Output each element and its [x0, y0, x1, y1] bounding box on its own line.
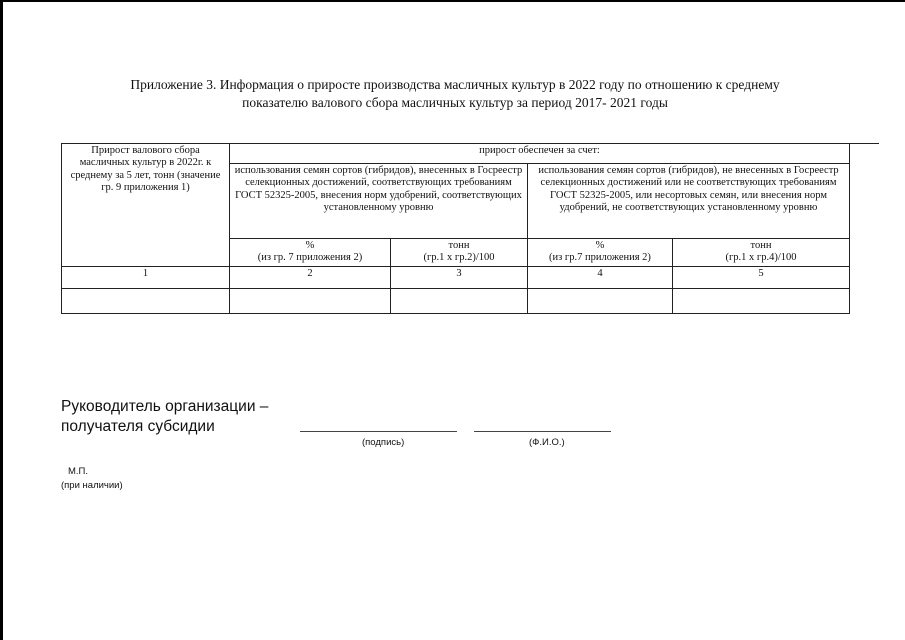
- page-title: [40, 76, 870, 112]
- signature-title-line-2: получателя субсидии: [61, 418, 215, 435]
- title-line-2: показателю валового сбора масличных культур за период 2017- 2021 годы: [242, 95, 668, 110]
- page-top-edge: [0, 0, 905, 2]
- name-caption: (Ф.И.О.): [529, 437, 565, 448]
- header-growth-total: Прирост валового сбора масличных культур в 2022г. к среднему за 5 лет, тонн (значение гр. 9 приложения 1): [62, 144, 230, 267]
- column-number: 4: [528, 267, 673, 289]
- subheader-col-4: [528, 239, 673, 267]
- data-cell-3[interactable]: [391, 289, 528, 314]
- subheader-col-2: [230, 239, 391, 267]
- name-line[interactable]: [474, 431, 611, 432]
- header-growth-source: прирост обеспечен за счет:: [230, 144, 850, 164]
- column-number: 5: [673, 267, 850, 289]
- growth-table: [61, 143, 850, 314]
- subheader-unit: тонн: [750, 240, 772, 251]
- signature-line[interactable]: [300, 431, 457, 432]
- data-row: [62, 289, 850, 314]
- data-cell-1[interactable]: [62, 289, 230, 314]
- data-cell-2[interactable]: [230, 289, 391, 314]
- column-number: 3: [391, 267, 528, 289]
- subheader-formula: (из гр. 7 приложения 2): [257, 252, 363, 264]
- signature-title-line-1: Руководитель организации –: [61, 398, 269, 415]
- subheader-formula: (гр.1 х гр.2)/100: [423, 252, 495, 264]
- stamp-note: (при наличии): [61, 480, 123, 491]
- subheader-formula: (из гр.7 приложения 2): [549, 252, 651, 264]
- header-unregistered-varieties: использования семян сортов (гибридов), не внесенных в Госреестр селекционных достижений или не соответствующих требованиям ГОСТ 52325-2005, или несортовых семян, или внесения норм удобрений, не соответствующих установленному уровню: [528, 164, 850, 239]
- table-edge-stub: [849, 143, 879, 144]
- subheader-unit: %: [305, 240, 315, 251]
- subheader-unit: %: [595, 240, 605, 251]
- title-line-1: Приложение 3. Информация о приросте производства масличных культур в 2022 году по отношению к среднему: [130, 77, 780, 92]
- column-number: 1: [62, 267, 230, 289]
- data-cell-5[interactable]: [673, 289, 850, 314]
- stamp-placeholder: [61, 465, 123, 493]
- column-number: 2: [230, 267, 391, 289]
- header-registered-varieties: использования семян сортов (гибридов), внесенных в Госреестр селекционных достижений, соответствующих требованиям ГОСТ 52325-2005, внесения норм удобрений, соответствующих установленному уровню: [230, 164, 528, 239]
- subheader-unit: тонн: [448, 240, 470, 251]
- signature-caption: (подпись): [362, 437, 405, 448]
- subheader-col-3: [391, 239, 528, 267]
- signature-title: [61, 397, 268, 437]
- data-cell-4[interactable]: [528, 289, 673, 314]
- subheader-col-5: [673, 239, 850, 267]
- column-number-row: [62, 267, 850, 289]
- page-left-edge: [0, 0, 3, 640]
- stamp-label: М.П.: [68, 466, 89, 477]
- subheader-formula: (гр.1 х гр.4)/100: [725, 252, 797, 264]
